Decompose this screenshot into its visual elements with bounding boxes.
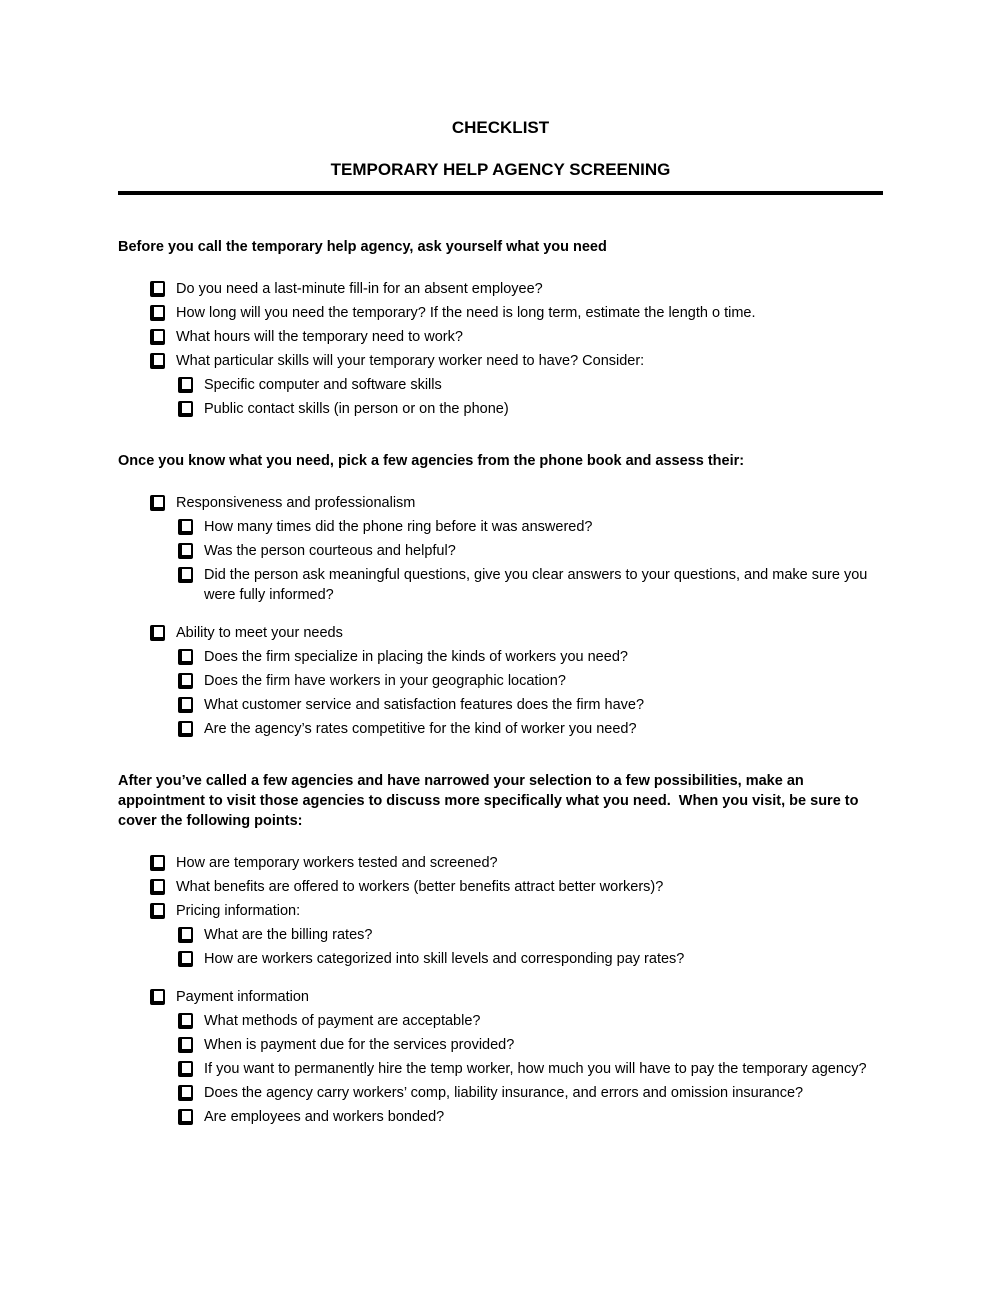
checklist-item-label: What are the billing rates? [204, 927, 373, 943]
checklist-sections [118, 237, 883, 1127]
checkbox-icon[interactable] [178, 1085, 193, 1101]
checklist-item-label: What customer service and satisfaction features does the firm have? [204, 697, 645, 713]
checklist-item-label: What benefits are offered to workers (better benefits attract better workers)? [176, 879, 664, 895]
document-title: CHECKLIST [451, 118, 550, 137]
checklist-item-label: If you want to permanently hire the temp worker, how much you will have to pay the temporary agency? [204, 1061, 867, 1077]
checkbox-icon[interactable] [150, 305, 165, 321]
checklist-item-label: Do you need a last-minute fill-in for an absent employee? [176, 281, 543, 297]
checklist-item [118, 517, 883, 537]
section-heading: After you’ve called a few agencies and have narrowed your selection to a few possibilities, make an appointment to visit those agencies to discuss more specifically what you need. When you visit, be sure to cover the following points: [118, 773, 863, 829]
checklist-item-label: Ability to meet your needs [176, 625, 343, 641]
checklist-item [118, 1011, 883, 1031]
checkbox-icon[interactable] [178, 1109, 193, 1125]
checklist-group [118, 623, 883, 739]
checklist-item-label: Public contact skills (in person or on the phone) [204, 401, 509, 417]
checklist-item [118, 671, 883, 691]
checklist-group [118, 279, 883, 419]
section-heading: Before you call the temporary help agency, ask yourself what you need [118, 239, 607, 255]
checkbox-icon[interactable] [150, 495, 165, 511]
horizontal-rule [118, 191, 883, 195]
document-subtitle: TEMPORARY HELP AGENCY SCREENING [330, 160, 671, 179]
checkbox-icon[interactable] [150, 989, 165, 1005]
checklist-item-label: Specific computer and software skills [204, 377, 442, 393]
checkbox-icon[interactable] [178, 649, 193, 665]
checkbox-icon[interactable] [150, 879, 165, 895]
checkbox-icon[interactable] [178, 673, 193, 689]
checklist-item-label: How many times did the phone ring before it was answered? [204, 519, 593, 535]
checkbox-icon[interactable] [178, 1037, 193, 1053]
checklist-item [118, 949, 883, 969]
checklist-item-label: Does the agency carry workers’ comp, liability insurance, and errors and omission insurance? [204, 1085, 804, 1101]
checklist-item-label: Are employees and workers bonded? [204, 1109, 445, 1125]
checklist-item [118, 279, 883, 299]
checklist-item-label: Did the person ask meaningful questions, give you clear answers to your questions, and make sure you were fully informed? [204, 567, 868, 603]
checkbox-icon[interactable] [150, 281, 165, 297]
checklist-item [118, 565, 883, 605]
checkbox-icon[interactable] [178, 543, 193, 559]
checklist-item [118, 695, 883, 715]
checkbox-icon[interactable] [178, 697, 193, 713]
checklist-item-label: How are temporary workers tested and screened? [176, 855, 498, 871]
checklist-item [118, 877, 883, 897]
checklist-item-label: How are workers categorized into skill levels and corresponding pay rates? [204, 951, 685, 967]
checkbox-icon[interactable] [178, 1013, 193, 1029]
checklist-item [118, 623, 883, 643]
checklist-item [118, 1083, 883, 1103]
checklist-item [118, 303, 883, 323]
checklist-item [118, 1107, 883, 1127]
checkbox-icon[interactable] [178, 519, 193, 535]
checkbox-icon[interactable] [150, 353, 165, 369]
checklist-item [118, 399, 883, 419]
checklist-section [118, 771, 883, 1127]
checkbox-icon[interactable] [150, 903, 165, 919]
checklist-item [118, 719, 883, 739]
checklist-item-label: Does the firm specialize in placing the kinds of workers you need? [204, 649, 628, 665]
checklist-item [118, 853, 883, 873]
checklist-item-label: When is payment due for the services provided? [204, 1037, 515, 1053]
checkbox-icon[interactable] [178, 721, 193, 737]
checklist-item-label: Responsiveness and professionalism [176, 495, 416, 511]
checklist-item [118, 647, 883, 667]
checkbox-icon[interactable] [178, 401, 193, 417]
checklist-item [118, 351, 883, 371]
checklist-item-label: What methods of payment are acceptable? [204, 1013, 481, 1029]
checklist-item [118, 327, 883, 347]
checkbox-icon[interactable] [150, 329, 165, 345]
checklist-item [118, 925, 883, 945]
checklist-item-label: How long will you need the temporary? If the need is long term, estimate the length o time. [176, 305, 756, 321]
checkbox-icon[interactable] [178, 1061, 193, 1077]
section-heading: Once you know what you need, pick a few agencies from the phone book and assess their: [118, 453, 745, 469]
checklist-item [118, 493, 883, 513]
checklist-item-label: Does the firm have workers in your geographic location? [204, 673, 566, 689]
checklist-item-label: What particular skills will your temporary worker need to have? Consider: [176, 353, 645, 369]
checklist-item [118, 901, 883, 921]
checkbox-icon[interactable] [150, 855, 165, 871]
checklist-section [118, 237, 883, 419]
checklist-section [118, 451, 883, 739]
checklist-item-label: What hours will the temporary need to work? [176, 329, 463, 345]
checklist-item-label: Was the person courteous and helpful? [204, 543, 456, 559]
checklist-item [118, 1059, 883, 1079]
checklist-item [118, 541, 883, 561]
checkbox-icon[interactable] [178, 951, 193, 967]
checkbox-icon[interactable] [178, 567, 193, 583]
checklist-item-label: Pricing information: [176, 903, 301, 919]
checklist-item-label: Are the agency’s rates competitive for the kind of worker you need? [204, 721, 637, 737]
checklist-group [118, 987, 883, 1127]
checkbox-icon[interactable] [150, 625, 165, 641]
checkbox-icon[interactable] [178, 377, 193, 393]
checklist-group [118, 853, 883, 969]
checklist-item [118, 1035, 883, 1055]
checklist-item [118, 987, 883, 1007]
checklist-item-label: Payment information [176, 989, 309, 1005]
checkbox-icon[interactable] [178, 927, 193, 943]
checklist-item [118, 375, 883, 395]
checklist-group [118, 493, 883, 605]
